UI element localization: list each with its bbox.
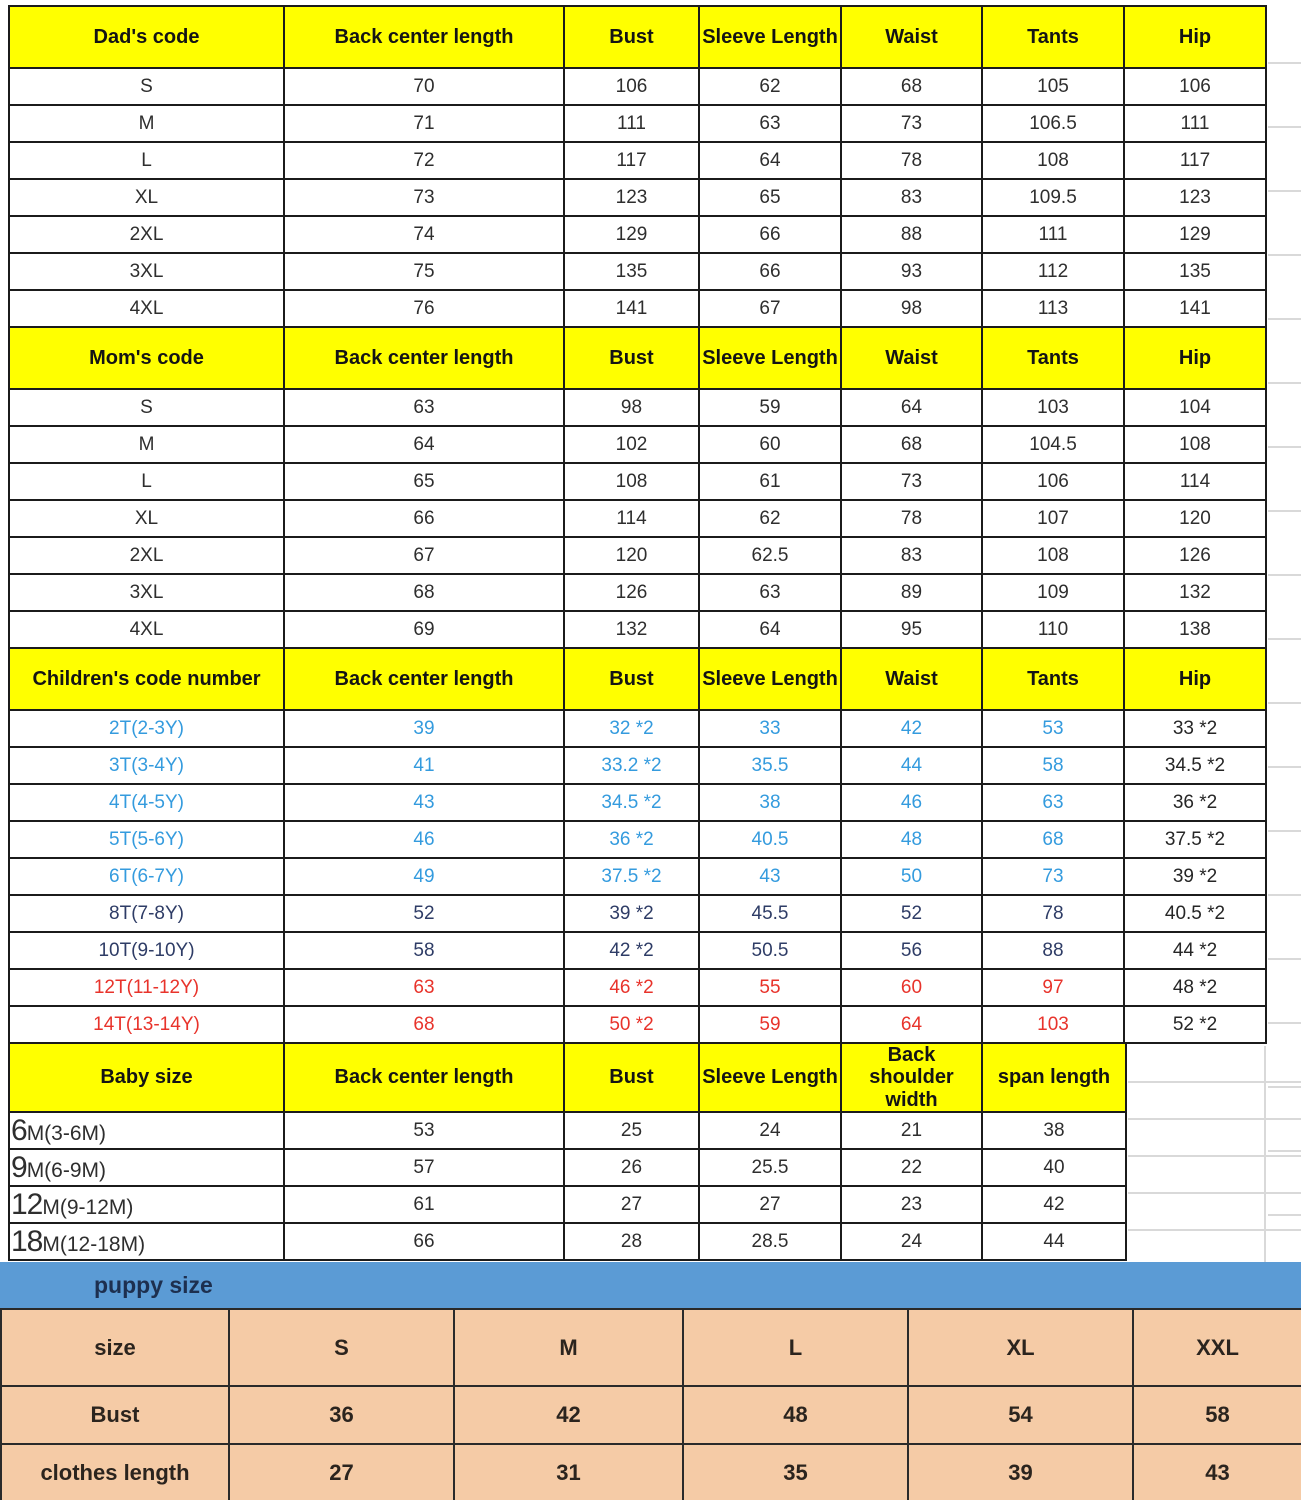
size-value-cell: 89 bbox=[841, 574, 982, 611]
size-value-cell: 129 bbox=[564, 216, 699, 253]
size-row-label: 3T(3-4Y) bbox=[9, 747, 284, 784]
size-value-cell: 28 bbox=[564, 1223, 699, 1260]
size-value-cell: 35.5 bbox=[699, 747, 841, 784]
size-value-cell: 50 *2 bbox=[564, 1006, 699, 1043]
size-value-cell: 33 bbox=[699, 710, 841, 747]
size-value-cell: 97 bbox=[982, 969, 1124, 1006]
baby-size-label bbox=[9, 1112, 284, 1149]
column-header: Back center length bbox=[284, 648, 564, 710]
size-value-cell: 61 bbox=[284, 1186, 564, 1223]
size-value-cell: 33.2 *2 bbox=[564, 747, 699, 784]
size-row-label: M bbox=[9, 426, 284, 463]
puppy-value-cell: XL bbox=[908, 1309, 1133, 1386]
size-value-cell: 110 bbox=[982, 611, 1124, 648]
size-value-cell: 37.5 *2 bbox=[564, 858, 699, 895]
puppy-value-cell: 39 bbox=[908, 1444, 1133, 1500]
puppy-value-cell: L bbox=[683, 1309, 908, 1386]
size-value-cell: 55 bbox=[699, 969, 841, 1006]
puppy-value-cell: 42 bbox=[454, 1386, 683, 1444]
size-value-cell: 44 bbox=[982, 1223, 1126, 1260]
size-value-cell: 37.5 *2 bbox=[1124, 821, 1266, 858]
size-value-cell: 62 bbox=[699, 500, 841, 537]
puppy-row-label: clothes length bbox=[1, 1444, 229, 1500]
size-value-cell: 103 bbox=[982, 1006, 1124, 1043]
baby-size-label bbox=[9, 1149, 284, 1186]
column-header: span length bbox=[982, 1043, 1126, 1112]
puppy-value-cell: 43 bbox=[1133, 1444, 1301, 1500]
column-header: Tants bbox=[982, 327, 1124, 389]
size-value-cell: 42 bbox=[841, 710, 982, 747]
size-value-cell: 126 bbox=[1124, 537, 1266, 574]
size-value-cell: 75 bbox=[284, 253, 564, 290]
size-value-cell: 117 bbox=[564, 142, 699, 179]
family-size-table bbox=[8, 5, 1267, 1044]
section-title: Baby size bbox=[9, 1043, 284, 1112]
column-header: Waist bbox=[841, 648, 982, 710]
size-value-cell: 111 bbox=[1124, 105, 1266, 142]
size-row-label: XL bbox=[9, 179, 284, 216]
size-value-cell: 123 bbox=[1124, 179, 1266, 216]
size-value-cell: 52 *2 bbox=[1124, 1006, 1266, 1043]
size-value-cell: 73 bbox=[841, 463, 982, 500]
size-value-cell: 141 bbox=[1124, 290, 1266, 327]
size-value-cell: 36 *2 bbox=[564, 821, 699, 858]
size-value-cell: 39 *2 bbox=[1124, 858, 1266, 895]
size-value-cell: 42 *2 bbox=[564, 932, 699, 969]
puppy-value-cell: M bbox=[454, 1309, 683, 1386]
size-value-cell: 105 bbox=[982, 68, 1124, 105]
section-title: Mom's code bbox=[9, 327, 284, 389]
size-value-cell: 135 bbox=[564, 253, 699, 290]
baby-size-label-range: M(3-6M) bbox=[26, 1121, 107, 1145]
size-value-cell: 43 bbox=[284, 784, 564, 821]
size-value-cell: 103 bbox=[982, 389, 1124, 426]
size-value-cell: 83 bbox=[841, 537, 982, 574]
size-row-label: 2XL bbox=[9, 537, 284, 574]
size-value-cell: 38 bbox=[699, 784, 841, 821]
size-value-cell: 67 bbox=[699, 290, 841, 327]
size-value-cell: 64 bbox=[699, 611, 841, 648]
size-value-cell: 132 bbox=[1124, 574, 1266, 611]
size-value-cell: 114 bbox=[1124, 463, 1266, 500]
baby-size-label bbox=[9, 1223, 284, 1260]
size-value-cell: 52 bbox=[284, 895, 564, 932]
size-value-cell: 104.5 bbox=[982, 426, 1124, 463]
size-value-cell: 93 bbox=[841, 253, 982, 290]
size-value-cell: 107 bbox=[982, 500, 1124, 537]
size-value-cell: 22 bbox=[841, 1149, 982, 1186]
puppy-value-cell: 48 bbox=[683, 1386, 908, 1444]
puppy-row-label: size bbox=[1, 1309, 229, 1386]
size-value-cell: 112 bbox=[982, 253, 1124, 290]
size-value-cell: 72 bbox=[284, 142, 564, 179]
puppy-value-cell: 35 bbox=[683, 1444, 908, 1500]
size-value-cell: 95 bbox=[841, 611, 982, 648]
size-value-cell: 141 bbox=[564, 290, 699, 327]
size-value-cell: 71 bbox=[284, 105, 564, 142]
size-value-cell: 32 *2 bbox=[564, 710, 699, 747]
size-value-cell: 64 bbox=[284, 426, 564, 463]
size-value-cell: 69 bbox=[284, 611, 564, 648]
column-header: Bust bbox=[564, 6, 699, 68]
size-row-label: 3XL bbox=[9, 574, 284, 611]
size-value-cell: 58 bbox=[284, 932, 564, 969]
section-title: Dad's code bbox=[9, 6, 284, 68]
puppy-value-cell: 27 bbox=[229, 1444, 454, 1500]
column-header: Waist bbox=[841, 6, 982, 68]
size-value-cell: 25.5 bbox=[699, 1149, 841, 1186]
size-value-cell: 113 bbox=[982, 290, 1124, 327]
size-value-cell: 60 bbox=[699, 426, 841, 463]
column-header: Back center length bbox=[284, 6, 564, 68]
column-header: Back center length bbox=[284, 1043, 564, 1112]
size-row-label: 14T(13-14Y) bbox=[9, 1006, 284, 1043]
size-value-cell: 98 bbox=[841, 290, 982, 327]
size-value-cell: 65 bbox=[284, 463, 564, 500]
size-row-label: S bbox=[9, 68, 284, 105]
size-value-cell: 106 bbox=[564, 68, 699, 105]
size-value-cell: 120 bbox=[1124, 500, 1266, 537]
size-value-cell: 50 bbox=[841, 858, 982, 895]
size-value-cell: 73 bbox=[284, 179, 564, 216]
size-value-cell: 76 bbox=[284, 290, 564, 327]
size-value-cell: 83 bbox=[841, 179, 982, 216]
size-value-cell: 41 bbox=[284, 747, 564, 784]
size-row-label: 8T(7-8Y) bbox=[9, 895, 284, 932]
size-value-cell: 120 bbox=[564, 537, 699, 574]
baby-size-label-range: M(6-9M) bbox=[26, 1158, 107, 1182]
size-value-cell: 40 bbox=[982, 1149, 1126, 1186]
size-value-cell: 88 bbox=[841, 216, 982, 253]
size-value-cell: 28.5 bbox=[699, 1223, 841, 1260]
size-value-cell: 61 bbox=[699, 463, 841, 500]
size-value-cell: 45.5 bbox=[699, 895, 841, 932]
size-row-label: 4XL bbox=[9, 290, 284, 327]
size-value-cell: 23 bbox=[841, 1186, 982, 1223]
size-row-label: 2T(2-3Y) bbox=[9, 710, 284, 747]
size-value-cell: 63 bbox=[982, 784, 1124, 821]
column-header: Waist bbox=[841, 327, 982, 389]
size-value-cell: 53 bbox=[982, 710, 1124, 747]
baby-size-label-number: 12 bbox=[11, 1187, 43, 1221]
size-value-cell: 70 bbox=[284, 68, 564, 105]
size-value-cell: 36 *2 bbox=[1124, 784, 1266, 821]
size-value-cell: 42 bbox=[982, 1186, 1126, 1223]
puppy-value-cell: 58 bbox=[1133, 1386, 1301, 1444]
size-value-cell: 135 bbox=[1124, 253, 1266, 290]
size-value-cell: 67 bbox=[284, 537, 564, 574]
size-value-cell: 21 bbox=[841, 1112, 982, 1149]
size-value-cell: 52 bbox=[841, 895, 982, 932]
size-value-cell: 111 bbox=[982, 216, 1124, 253]
size-value-cell: 53 bbox=[284, 1112, 564, 1149]
column-header: Tants bbox=[982, 648, 1124, 710]
column-header: Hip bbox=[1124, 327, 1266, 389]
puppy-value-cell: 54 bbox=[908, 1386, 1133, 1444]
size-value-cell: 34.5 *2 bbox=[1124, 747, 1266, 784]
size-row-label: 12T(11-12Y) bbox=[9, 969, 284, 1006]
size-value-cell: 59 bbox=[699, 1006, 841, 1043]
column-header: Tants bbox=[982, 6, 1124, 68]
puppy-value-cell: 36 bbox=[229, 1386, 454, 1444]
size-value-cell: 68 bbox=[982, 821, 1124, 858]
size-value-cell: 114 bbox=[564, 500, 699, 537]
size-value-cell: 66 bbox=[284, 500, 564, 537]
size-value-cell: 106 bbox=[1124, 68, 1266, 105]
size-value-cell: 46 bbox=[284, 821, 564, 858]
column-header: Sleeve Length bbox=[699, 327, 841, 389]
column-header: Sleeve Length bbox=[699, 1043, 841, 1112]
column-header: Bust bbox=[564, 1043, 699, 1112]
size-value-cell: 73 bbox=[841, 105, 982, 142]
spreadsheet-gridlines-baby-right bbox=[1128, 1046, 1301, 1258]
baby-size-label-number: 6 bbox=[11, 1113, 27, 1147]
puppy-row-label: Bust bbox=[1, 1386, 229, 1444]
size-value-cell: 88 bbox=[982, 932, 1124, 969]
size-value-cell: 62.5 bbox=[699, 537, 841, 574]
baby-size-label-range: M(9-12M) bbox=[42, 1195, 134, 1219]
size-value-cell: 49 bbox=[284, 858, 564, 895]
size-value-cell: 64 bbox=[699, 142, 841, 179]
size-row-label: L bbox=[9, 463, 284, 500]
size-value-cell: 106.5 bbox=[982, 105, 1124, 142]
size-value-cell: 68 bbox=[284, 574, 564, 611]
puppy-size-table bbox=[0, 1308, 1301, 1500]
baby-size-label-number: 18 bbox=[11, 1224, 43, 1258]
size-value-cell: 66 bbox=[284, 1223, 564, 1260]
size-row-label: 4T(4-5Y) bbox=[9, 784, 284, 821]
size-value-cell: 63 bbox=[699, 574, 841, 611]
size-value-cell: 38 bbox=[982, 1112, 1126, 1149]
size-row-label: 10T(9-10Y) bbox=[9, 932, 284, 969]
size-value-cell: 102 bbox=[564, 426, 699, 463]
size-value-cell: 40.5 *2 bbox=[1124, 895, 1266, 932]
size-value-cell: 68 bbox=[841, 68, 982, 105]
size-row-label: 2XL bbox=[9, 216, 284, 253]
column-header: Back center length bbox=[284, 327, 564, 389]
size-value-cell: 48 *2 bbox=[1124, 969, 1266, 1006]
size-value-cell: 74 bbox=[284, 216, 564, 253]
column-header: Hip bbox=[1124, 6, 1266, 68]
size-value-cell: 66 bbox=[699, 216, 841, 253]
size-value-cell: 63 bbox=[284, 969, 564, 1006]
size-value-cell: 108 bbox=[564, 463, 699, 500]
size-value-cell: 138 bbox=[1124, 611, 1266, 648]
size-value-cell: 104 bbox=[1124, 389, 1266, 426]
size-value-cell: 44 *2 bbox=[1124, 932, 1266, 969]
size-value-cell: 33 *2 bbox=[1124, 710, 1266, 747]
size-value-cell: 57 bbox=[284, 1149, 564, 1186]
puppy-size-title: puppy size bbox=[94, 1271, 213, 1298]
size-value-cell: 46 bbox=[841, 784, 982, 821]
baby-size-table bbox=[8, 1042, 1127, 1261]
column-header: Sleeve Length bbox=[699, 6, 841, 68]
size-row-label: XL bbox=[9, 500, 284, 537]
size-value-cell: 108 bbox=[1124, 426, 1266, 463]
size-row-label: S bbox=[9, 389, 284, 426]
size-value-cell: 111 bbox=[564, 105, 699, 142]
size-value-cell: 78 bbox=[982, 895, 1124, 932]
size-value-cell: 56 bbox=[841, 932, 982, 969]
column-header: Hip bbox=[1124, 648, 1266, 710]
size-value-cell: 65 bbox=[699, 179, 841, 216]
size-value-cell: 68 bbox=[284, 1006, 564, 1043]
size-value-cell: 27 bbox=[699, 1186, 841, 1223]
size-value-cell: 132 bbox=[564, 611, 699, 648]
size-value-cell: 123 bbox=[564, 179, 699, 216]
size-value-cell: 108 bbox=[982, 142, 1124, 179]
size-value-cell: 44 bbox=[841, 747, 982, 784]
size-value-cell: 43 bbox=[699, 858, 841, 895]
size-value-cell: 68 bbox=[841, 426, 982, 463]
size-row-label: 5T(5-6Y) bbox=[9, 821, 284, 858]
size-value-cell: 58 bbox=[982, 747, 1124, 784]
size-value-cell: 25 bbox=[564, 1112, 699, 1149]
puppy-size-header-bar bbox=[0, 1262, 1301, 1308]
size-row-label: M bbox=[9, 105, 284, 142]
size-value-cell: 24 bbox=[841, 1223, 982, 1260]
size-value-cell: 66 bbox=[699, 253, 841, 290]
size-value-cell: 117 bbox=[1124, 142, 1266, 179]
size-value-cell: 62 bbox=[699, 68, 841, 105]
size-value-cell: 98 bbox=[564, 389, 699, 426]
baby-size-label-number: 9 bbox=[11, 1150, 27, 1184]
size-value-cell: 129 bbox=[1124, 216, 1266, 253]
size-value-cell: 109.5 bbox=[982, 179, 1124, 216]
puppy-value-cell: S bbox=[229, 1309, 454, 1386]
size-value-cell: 34.5 *2 bbox=[564, 784, 699, 821]
size-value-cell: 39 bbox=[284, 710, 564, 747]
size-value-cell: 26 bbox=[564, 1149, 699, 1186]
size-row-label: 6T(6-7Y) bbox=[9, 858, 284, 895]
size-row-label: 4XL bbox=[9, 611, 284, 648]
size-row-label: L bbox=[9, 142, 284, 179]
spreadsheet-gridline-vertical bbox=[1264, 1046, 1266, 1262]
size-value-cell: 109 bbox=[982, 574, 1124, 611]
baby-size-label-range: M(12-18M) bbox=[42, 1232, 146, 1256]
column-header: Sleeve Length bbox=[699, 648, 841, 710]
size-value-cell: 46 *2 bbox=[564, 969, 699, 1006]
size-value-cell: 106 bbox=[982, 463, 1124, 500]
size-value-cell: 27 bbox=[564, 1186, 699, 1223]
size-value-cell: 60 bbox=[841, 969, 982, 1006]
size-value-cell: 64 bbox=[841, 1006, 982, 1043]
column-header: Bust bbox=[564, 648, 699, 710]
puppy-value-cell: 31 bbox=[454, 1444, 683, 1500]
size-value-cell: 73 bbox=[982, 858, 1124, 895]
size-value-cell: 63 bbox=[284, 389, 564, 426]
section-title: Children's code number bbox=[9, 648, 284, 710]
baby-size-label bbox=[9, 1186, 284, 1223]
column-header: Bust bbox=[564, 327, 699, 389]
size-value-cell: 24 bbox=[699, 1112, 841, 1149]
size-value-cell: 78 bbox=[841, 500, 982, 537]
size-value-cell: 78 bbox=[841, 142, 982, 179]
size-value-cell: 50.5 bbox=[699, 932, 841, 969]
size-value-cell: 63 bbox=[699, 105, 841, 142]
size-value-cell: 108 bbox=[982, 537, 1124, 574]
size-value-cell: 64 bbox=[841, 389, 982, 426]
size-value-cell: 48 bbox=[841, 821, 982, 858]
size-value-cell: 59 bbox=[699, 389, 841, 426]
column-header: Back shoulder width bbox=[841, 1043, 982, 1112]
size-value-cell: 126 bbox=[564, 574, 699, 611]
puppy-value-cell: XXL bbox=[1133, 1309, 1301, 1386]
size-row-label: 3XL bbox=[9, 253, 284, 290]
size-value-cell: 40.5 bbox=[699, 821, 841, 858]
size-value-cell: 39 *2 bbox=[564, 895, 699, 932]
